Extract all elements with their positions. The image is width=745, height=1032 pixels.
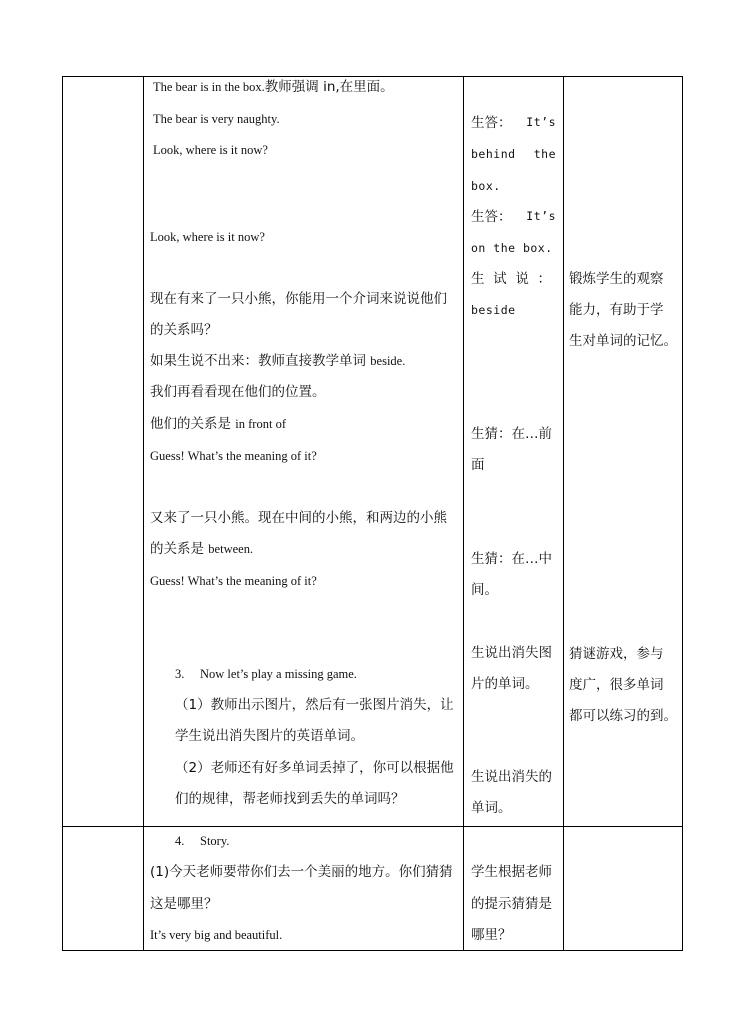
teacher-line-12-cn: 的关系是 (150, 541, 204, 557)
step-4-title: Story. (200, 834, 230, 848)
student-answer-2-line-2: on the box. (471, 241, 553, 255)
teacher-line-21: 这是哪里？ (150, 896, 218, 912)
step-3-title: Now let’s play a missing game. (200, 667, 357, 681)
teacher-line-15: （1）教师出示图片，然后有一张图片消失，让 (175, 697, 454, 713)
step-3-number: 3. (175, 667, 185, 681)
teacher-line-8: 我们再看看现在他们的位置。 (150, 384, 326, 400)
table-left-border (62, 76, 63, 951)
teacher-line-12 (150, 543, 253, 557)
student-try-char-3: 说 (515, 271, 529, 287)
student-guess-place-line-3: 哪里？ (471, 927, 512, 943)
student-answer-2 (471, 211, 556, 225)
teacher-line-1-cn: 教师强调 in,在里面。 (264, 79, 394, 95)
teacher-line-1 (153, 81, 394, 95)
student-missing-1-line-2: 片的单词。 (471, 676, 539, 692)
student-missing-1: 生说出消失图 (471, 645, 552, 661)
student-missing-2-line-2: 单词。 (471, 800, 512, 816)
teacher-line-10: Guess! What’s the meaning of it? (150, 449, 317, 463)
student-answer-1-en: It’s (526, 115, 556, 129)
student-guess-place-line-2: 的提示猜猜是 (471, 896, 552, 912)
teacher-line-12-en: between. (208, 542, 254, 556)
teacher-line-13: Guess! What’s the meaning of it? (150, 574, 317, 588)
the-word: the (533, 147, 556, 161)
behind-word: behind (471, 147, 516, 161)
student-missing-2: 生说出消失的 (471, 769, 552, 785)
teacher-line-7-en: beside. (370, 354, 406, 368)
teacher-line-6: 的关系吗？ (150, 322, 218, 338)
teacher-line-17: （2）老师还有好多单词丢掉了，你可以根据他 (175, 760, 454, 776)
student-try-say (471, 273, 551, 287)
intent-observation: 锻炼学生的观察 (569, 271, 664, 287)
student-answer-1 (471, 117, 556, 131)
teacher-line-7 (150, 355, 405, 369)
student-try-colon: ： (537, 271, 551, 287)
student-answer-1-line-2 (471, 149, 556, 161)
student-answer-1-line-3: box. (471, 179, 501, 193)
teacher-line-9 (150, 418, 286, 432)
teacher-line-2: The bear is very naughty. (153, 112, 280, 126)
teacher-line-9-cn: 他们的关系是 (150, 416, 231, 432)
student-guess-front-line-2: 面 (471, 457, 485, 473)
student-answer-2-en: It’s (526, 209, 556, 223)
table-col-divider-3 (563, 76, 564, 951)
student-try-say-line-2: beside (471, 303, 516, 317)
table-col-divider-1 (143, 76, 144, 951)
student-try-char-2: 试 (493, 271, 507, 287)
student-try-char-1: 生 (471, 271, 485, 287)
table-col-divider-2 (463, 76, 464, 951)
table-bottom-border (62, 950, 682, 951)
intent-game-line-2: 度广，很多单词 (569, 677, 664, 693)
teacher-line-22: It’s very big and beautiful. (150, 928, 283, 942)
student-guess-between: 生猜：在…中 (471, 551, 552, 567)
table-right-border (682, 76, 683, 951)
teacher-line-4: Look, where is it now? (150, 230, 265, 244)
table-row-divider (62, 826, 682, 827)
teacher-line-3: Look, where is it now? (153, 143, 268, 157)
intent-game-line-3: 都可以练习的到。 (569, 708, 677, 724)
intent-observation-line-2: 能力，有助于学 (569, 302, 664, 318)
teacher-line-5: 现在有来了一只小熊，你能用一个介词来说说他们 (150, 291, 447, 307)
student-answer-2-cn: 生答： (471, 209, 512, 225)
student-guess-place: 学生根据老师 (471, 864, 552, 880)
intent-game: 猜谜游戏，参与 (569, 646, 664, 662)
teacher-line-1-en: The bear is in the box. (153, 80, 265, 94)
student-guess-between-line-2: 间。 (471, 582, 498, 598)
table-top-border (62, 76, 682, 77)
teacher-line-20: (1)今天老师要带你们去一个美丽的地方。你们猜猜 (150, 864, 453, 880)
teacher-line-11: 又来了一只小熊。现在中间的小熊，和两边的小熊 (150, 510, 447, 526)
teacher-line-9-en: in front of (235, 417, 286, 431)
intent-observation-line-3: 生对单词的记忆。 (569, 333, 677, 349)
step-4-number: 4. (175, 834, 185, 848)
teacher-line-16: 学生说出消失图片的英语单词。 (175, 728, 364, 744)
student-answer-1-cn: 生答： (471, 115, 512, 131)
teacher-line-7-cn: 如果生说不出来：教师直接教学单词 (150, 353, 366, 369)
teacher-line-18: 们的规律，帮老师找到丢失的单词吗？ (175, 791, 405, 807)
student-guess-front: 生猜：在…前 (471, 426, 552, 442)
